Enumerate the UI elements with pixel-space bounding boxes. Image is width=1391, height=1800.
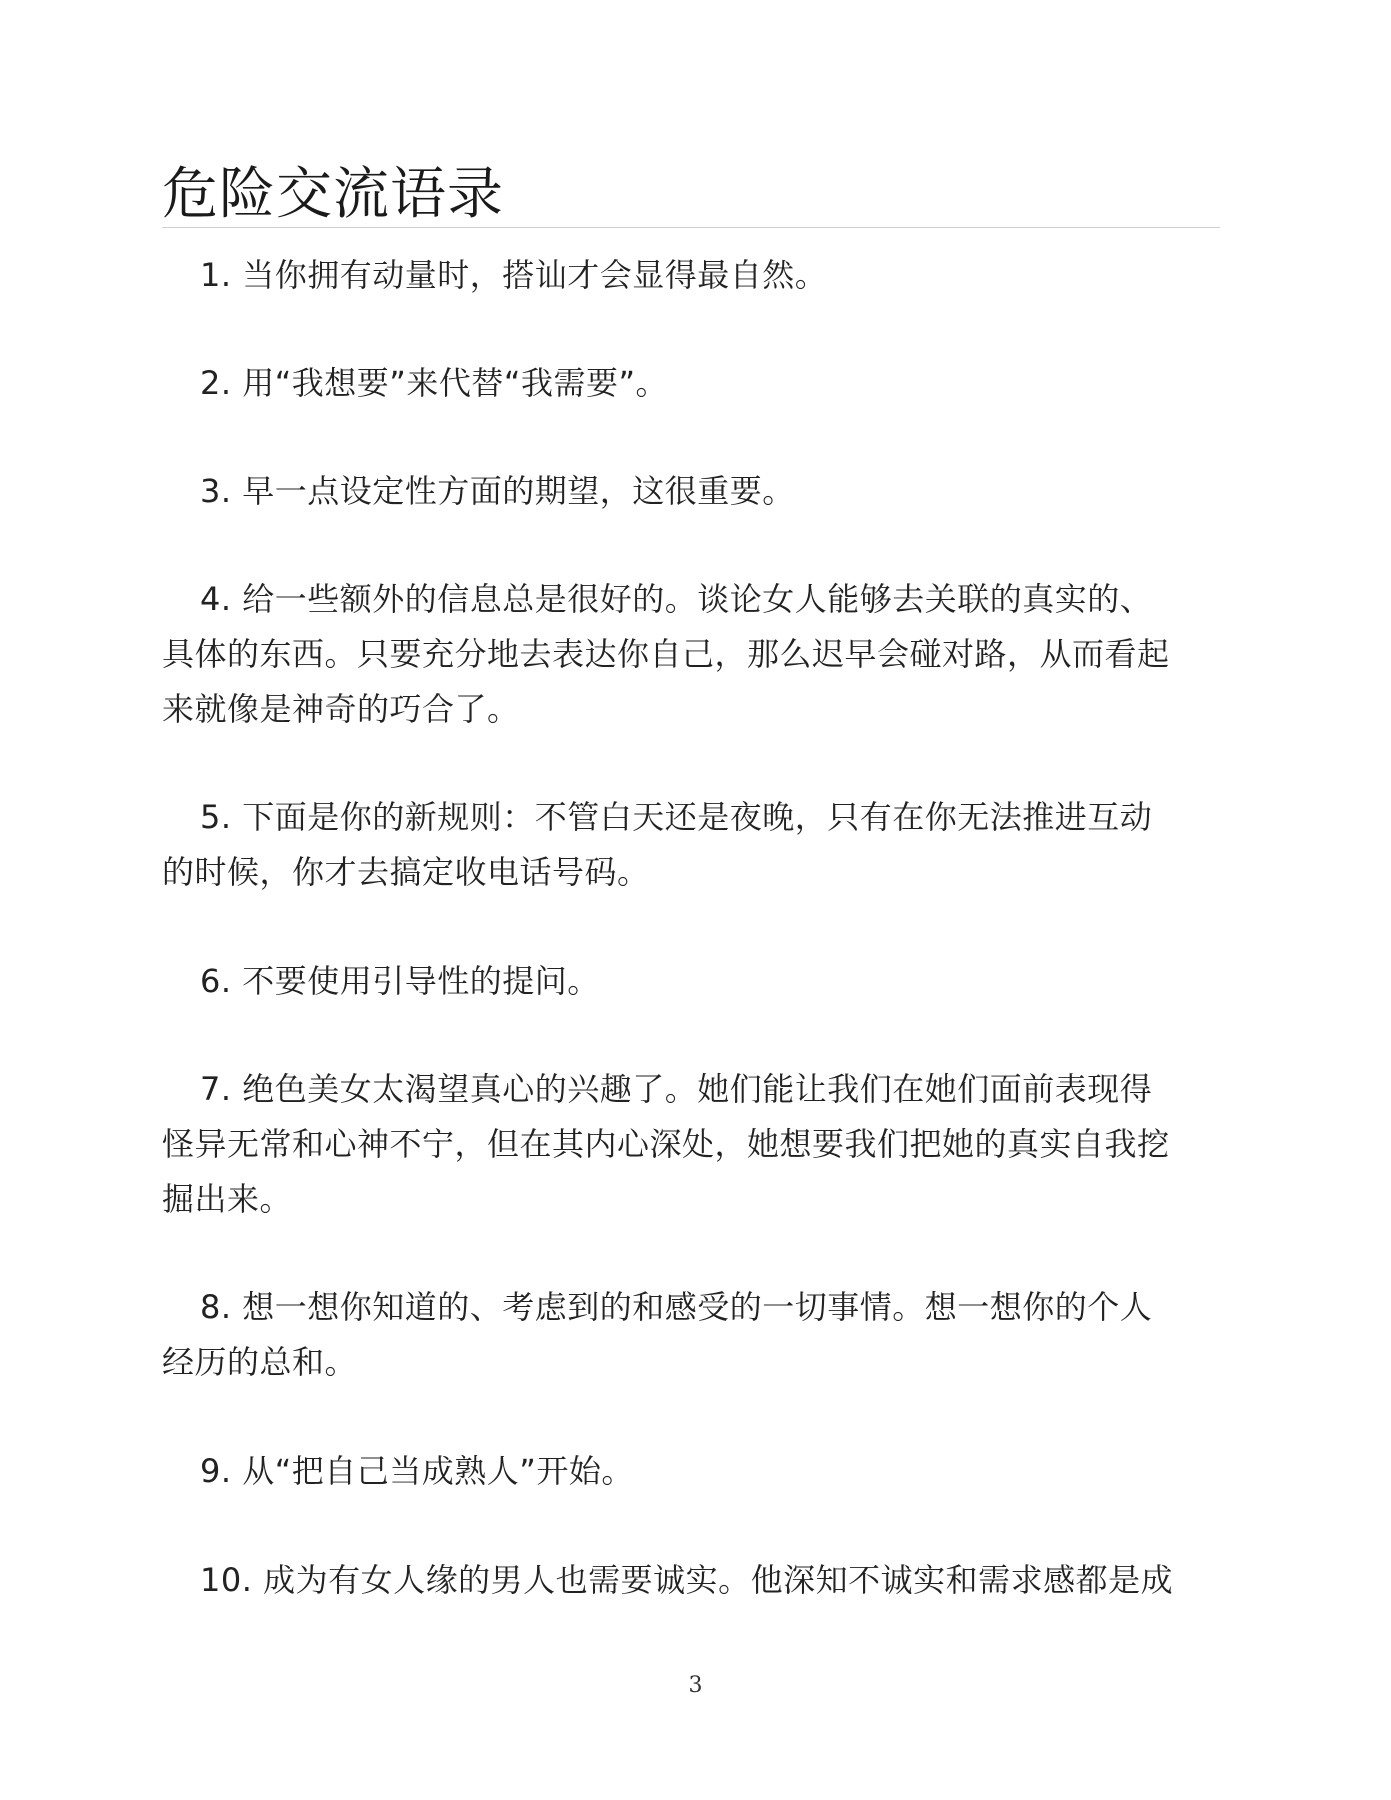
item-line: 来就像是神奇的巧合了。 [162,690,520,728]
item-line: 4. 给一些额外的信息总是很好的。谈论女人能够去关联的真实的、 [200,580,1153,618]
list-item [162,572,1222,737]
list-item [162,1553,1222,1608]
title-divider [162,227,1220,228]
item-line: 3. 早一点设定性方面的期望，这很重要。 [200,472,795,510]
item-line: 1. 当你拥有动量时，搭讪才会显得最自然。 [200,256,828,294]
list-item [162,1444,1222,1499]
item-line: 怪异无常和心神不宁，但在其内心深处，她想要我们把她的真实自我挖 [162,1125,1170,1163]
item-line: 经历的总和。 [162,1343,358,1381]
item-line: 2. 用“我想要”来代替“我需要”。 [200,364,669,402]
item-line: 8. 想一想你知道的、考虑到的和感受的一切事情。想一想你的个人 [200,1288,1153,1326]
list-item [162,790,1222,900]
item-line: 掘出来。 [162,1180,293,1218]
document-title: 危险交流语录 [162,162,504,227]
item-line: 6. 不要使用引导性的提问。 [200,962,600,1000]
list-item [162,356,1222,411]
list-item [162,248,1222,303]
list-item [162,954,1222,1009]
page-number: 3 [688,1673,703,1698]
item-line: 7. 绝色美女太渴望真心的兴趣了。她们能让我们在她们面前表现得 [200,1070,1153,1108]
item-line: 5. 下面是你的新规则：不管白天还是夜晚，只有在你无法推进互动 [200,798,1153,836]
item-line: 的时候，你才去搞定收电话号码。 [162,853,650,891]
list-item [162,1280,1222,1390]
list-item [162,1062,1222,1227]
item-line: 9. 从“把自己当成熟人”开始。 [200,1452,634,1490]
item-line: 具体的东西。只要充分地去表达你自己，那么迟早会碰对路，从而看起 [162,635,1170,673]
item-line: 10. 成为有女人缘的男人也需要诚实。他深知不诚实和需求感都是成 [200,1561,1174,1599]
list-item [162,464,1222,519]
